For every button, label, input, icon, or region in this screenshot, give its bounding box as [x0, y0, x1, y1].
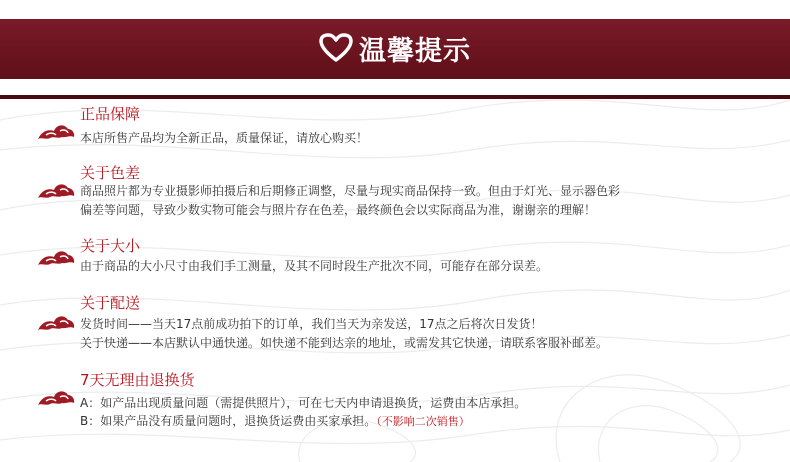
cloud-icon: [36, 247, 76, 269]
section-title: 关于色差: [80, 164, 141, 182]
cloud-icon: [36, 121, 76, 143]
heart-icon: [319, 33, 353, 63]
banner-title-wrap: [0, 19, 790, 77]
section-returns: [0, 369, 790, 439]
banner-shadow: [0, 95, 790, 99]
cloud-icon: [36, 387, 76, 409]
section-text: A：如产品出现质量问题（需提供照片），可在七天内申请退换货，运费由本店承担。: [80, 396, 527, 410]
section-title: 正品保障: [80, 105, 141, 123]
resale-note: （不影响二次销售）: [376, 415, 470, 428]
section-color-difference: [0, 162, 790, 232]
page-title: 温馨提示: [359, 35, 471, 67]
header-banner: [0, 19, 790, 79]
section-title: 关于配送: [80, 294, 141, 312]
section-text: 商品照片都为专业摄影师拍摄后和后期修正调整，尽量与现实商品保持一致。但由于灯光、显示器色彩: [80, 184, 621, 198]
section-title: 7天无理由退换货: [80, 371, 195, 389]
section-text: 关于快递——本店默认中通快递。如快递不能到达亲的地址，或需发其它快递，请联系客服补邮差。: [80, 336, 609, 350]
section-text: 发货时间——当天17点前成功拍下的订单，我们当天为亲发送，17点之后将次日发货！: [80, 317, 543, 331]
section-delivery: [0, 292, 790, 362]
cloud-icon: [36, 180, 76, 202]
cloud-icon: [36, 312, 76, 334]
section-text: 本店所售产品均为全新正品，质量保证，请放心购买！: [80, 131, 369, 145]
section-title: 关于大小: [80, 237, 141, 255]
section-text: B：如果产品没有质量问题时，退换货运费由买家承担。: [80, 414, 377, 428]
section-text-with-note: [80, 412, 470, 429]
section-text: 偏差等问题，导致少数实物可能会与照片存在色差，最终颜色会以实际商品为准，谢谢亲的理解！: [80, 203, 597, 217]
section-text: 由于商品的大小尺寸由我们手工测量，及其不同时段生产批次不同，可能存在部分误差。: [80, 259, 549, 273]
